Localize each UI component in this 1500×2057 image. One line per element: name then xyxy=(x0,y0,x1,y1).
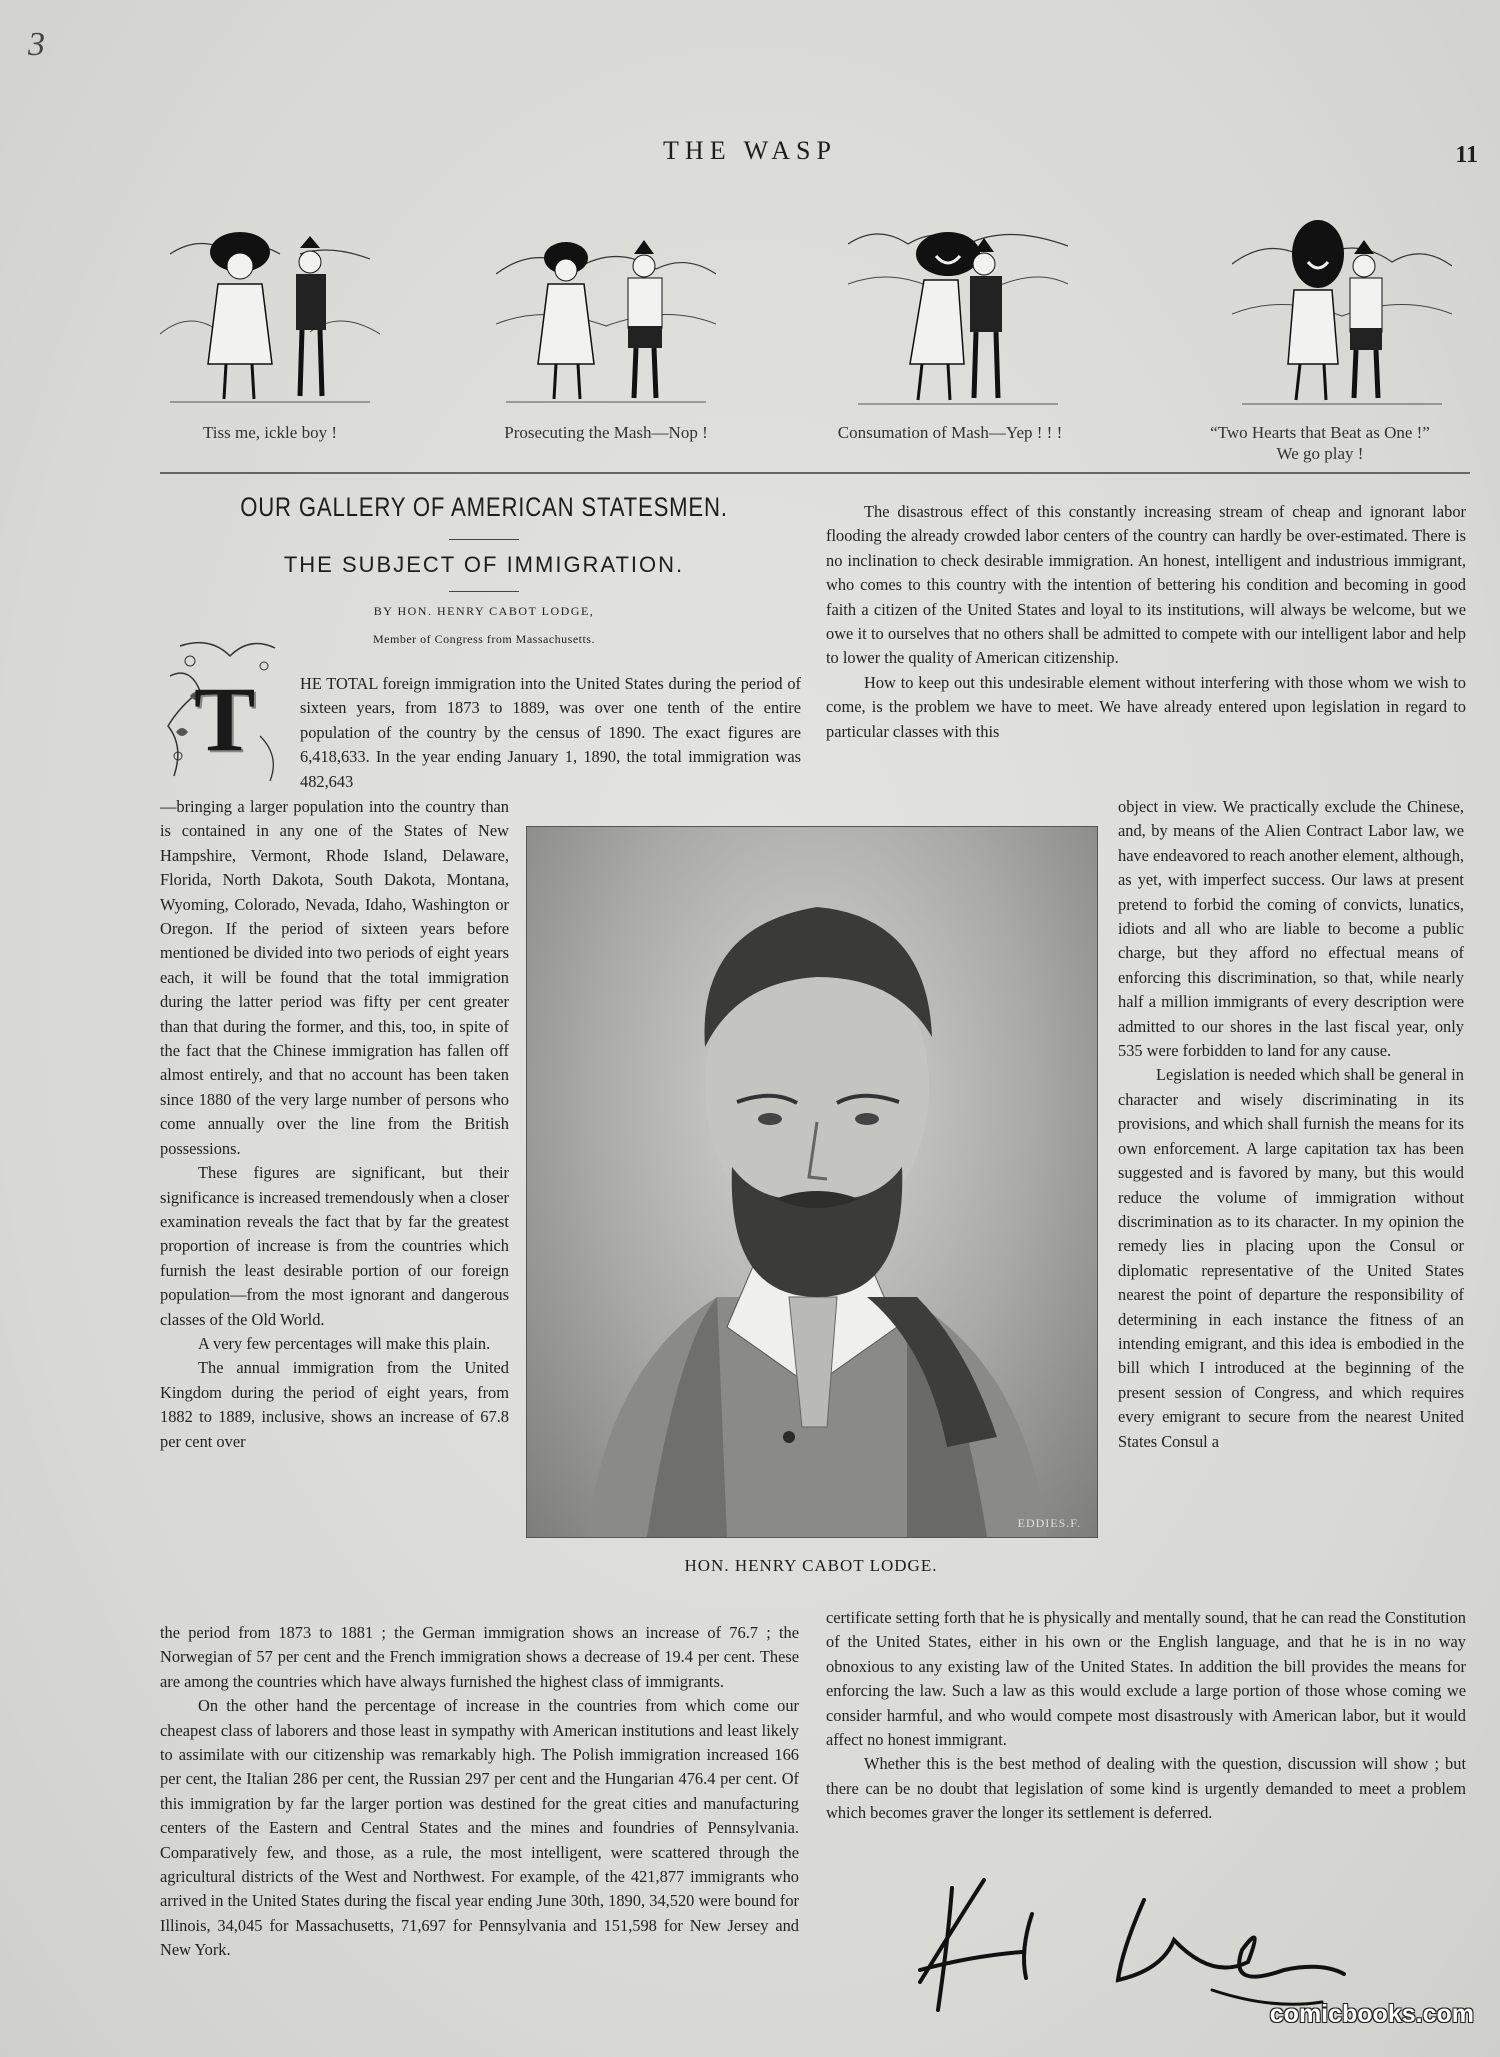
cartoon-caption-4-line-1: “Two Hearts that Beat as One !” xyxy=(1210,423,1430,442)
cartoon-panel-4 xyxy=(1232,214,1452,412)
cartoon-caption-3: Consumation of Mash—Yep ! ! ! xyxy=(837,423,1063,442)
engraver-mark: EDDIES.F. xyxy=(1017,1516,1081,1530)
cartoon-illustration-3 xyxy=(848,214,1068,412)
cartoon-illustration-2 xyxy=(496,214,716,412)
cartoon-panel-2 xyxy=(496,214,716,412)
lead-paragraph xyxy=(300,672,801,794)
right-paragraph-1: The disastrous effect of this constantly increasing stream of cheap and ignorant labor flooding the already crowded labor centers of the country can hardly be over-estimated. There is no inclination to check desirable immigration. An honest, intelligent and industrious immigrant, who comes to this country with the intention of bettering his condition and becoming in good faith a citizen of the United States and loyal to its institutions, will always be welcome, but we owe it to ourselves that no others shall be admitted to compete with our intelligent labor and help to lower the quality of American citizenship. xyxy=(826,502,1466,668)
cartoon-caption-1: Tiss me, ickle boy ! xyxy=(203,423,337,442)
cartoon-caption-4 xyxy=(1150,422,1490,465)
left-paragraph-5: the period from 1873 to 1881 ; the German immigration shows an increase of 76.7 ; the Norwegian of 57 per cent and the French immigration shows a decrease of 19.4 per cent. These are among the countries which have always furnished the highest class of immigrants. xyxy=(160,1623,799,1691)
article-byline: BY HON. HENRY CABOT LODGE, xyxy=(373,604,595,618)
cartoon-panel-1 xyxy=(160,214,380,412)
lead-paragraph-text: HE TOTAL foreign immigration into the United States during the period of sixteen years, from 1873 to 1889, was over one tenth of the entire population of the country by the census of 1890. The exact figures are 6,418,633. In the year ending January 1, 1890, the total immigration was 482,643 xyxy=(300,674,801,791)
portrait-photo xyxy=(526,826,1098,1538)
article-title: THE SUBJECT OF IMMIGRATION. xyxy=(283,552,685,577)
right-top-column xyxy=(826,500,1466,744)
right-paragraph-5: certificate setting forth that he is physically and mentally sound, that he can read the Constitution of the United States, either in his own or the English language, and that he is in no way obnoxious to any existing law of the United States. In addition the bill provides the means for enforcing the law. Such a law as this would exclude a large portion of those whose coming we consider harmful, and who would compete most disastrously with American labor, but it would affect no honest immigrant. xyxy=(826,1608,1466,1750)
cartoon-caption-4-line-2: We go play ! xyxy=(1276,444,1364,464)
decorative-initial xyxy=(160,636,284,786)
cartoon-illustration-1 xyxy=(160,214,380,412)
cartoon-illustration-4 xyxy=(1232,214,1452,412)
left-paragraph-2: These figures are significant, but their significance is increased tremendously when a closer examination reveals the fact that by far the greatest proportion of increase is from the countries which furnish the least desirable portion of our foreign population—from the most ignorant and dangerous classes of the Old World. xyxy=(160,1163,509,1329)
left-narrow-column xyxy=(160,795,509,1454)
right-narrow-column xyxy=(1118,795,1464,1454)
right-paragraph-6: Whether this is the best method of dealing with the question, discussion will show ; but there can be no doubt that legislation of some kind is urgently demanded to meet a problem which becomes graver the longer its settlement is deferred. xyxy=(826,1754,1466,1823)
right-paragraph-3: object in view. We practically exclude the Chinese, and, by means of the Alien Contract Labor law, we have endeavored to reach another element, although, as yet, with imperfect success. Our laws at present pretend to forbid the coming of convicts, lunatics, idiots and all who are liable to become a public charge, but they afford no effectual means of enforcing this discrimination, so that, while nearly half a million immigrants of every description were admitted to our shores in the last fiscal year, only 535 were forbidden to land for any cause. xyxy=(1118,797,1464,1061)
gallery-title: OUR GALLERY OF AMERICAN STATESMEN. xyxy=(240,492,728,522)
portrait-engraving xyxy=(527,827,1097,1537)
right-paragraph-2: How to keep out this undesirable element without interfering with those whom we wish to come, is the problem we have to meet. We have already entered upon legislation in regard to particular classes with this xyxy=(826,672,1466,741)
right-bottom-column xyxy=(826,1606,1466,1826)
cartoon-caption-2: Prosecuting the Mash—Nop ! xyxy=(504,423,708,442)
masthead: THE WASP xyxy=(663,136,837,165)
left-wide-column xyxy=(160,1621,799,1963)
left-paragraph-6: On the other hand the percentage of increase in the countries from which come our cheapest class of laborers and those least in sympathy with American institutions and least likely to assimilate with our citizenship was remarkably high. The Polish immigration increased 166 per cent, the Italian 286 per cent, the Russian 297 per cent and the Hungarian 476.4 per cent. Of this immigration by far the larger portion was destined for the great cities and manufacturing centers of the Eastern and Central States and the mines and foundries of Pennsylvania. Comparatively few, and those, as a rule, the most intelligent, were scattered through the agricultural districts of the West and Northwest. For example, of the 421,877 immigrants who arrived in the United States during the fiscal year ending June 30th, 1890, 34,520 were bound for Illinois, 34,045 for Massachusetts, 71,697 for Pennsylvania and 151,598 for New Jersey and New York. xyxy=(160,1696,799,1960)
left-paragraph-4: The annual immigration from the United Kingdom during the period of eight years, from 1882 to 1889, inclusive, shows an increase of 67.8 per cent over xyxy=(160,1358,509,1451)
subtitle-ornament-rule xyxy=(449,591,519,592)
right-paragraph-4: Legislation is needed which shall be general in character and wisely discriminating in its provisions, and which shall furnish the means for its own enforcement. A large capitation tax has been suggested and is favored by many, but this would reduce the volume of immigration without discrimination as to its character. In my opinion the remedy lies in placing upon the Consul or diplomatic representative of the United States nearest the point of departure the responsibility of determining in each instance the fitness of an intending emigrant, and this idea is embodied in the bill which I introduced at the beginning of the present session of Congress, and which requires every emigrant to secure from the nearest United States Consul a xyxy=(1118,1065,1464,1451)
left-paragraph-1: —bringing a larger population into the country than is contained in any one of the States of New Hampshire, Vermont, Rhode Island, Delaware, Florida, North Dakota, South Dakota, Montana, Wyoming, Colorado, Nevada, Idaho, Washington or Oregon. If the period of sixteen years before mentioned be divided into two periods of eight years each, it will be found that the total immigration during the latter period was fifty per cent greater than that during the former, and this, too, in spite of the fact that the Chinese immigration has fallen off almost entirely, and that no account has been taken since 1880 of the very large number of persons who come annually over the line from the British possessions. xyxy=(160,797,509,1158)
drop-cap-letter: T xyxy=(194,668,256,770)
watermark: comicbooks.com xyxy=(1269,2000,1474,2028)
left-paragraph-3: A very few percentages will make this plain. xyxy=(198,1333,491,1353)
author-affiliation: Member of Congress from Massachusetts. xyxy=(373,632,595,646)
title-ornament-rule xyxy=(449,539,519,540)
section-divider xyxy=(160,472,1470,474)
page-number: 11 xyxy=(1455,142,1478,168)
portrait-caption: HON. HENRY CABOT LODGE. xyxy=(684,1556,938,1575)
cartoon-panel-3 xyxy=(848,214,1068,412)
corner-handwritten-mark: 3 xyxy=(28,26,45,63)
